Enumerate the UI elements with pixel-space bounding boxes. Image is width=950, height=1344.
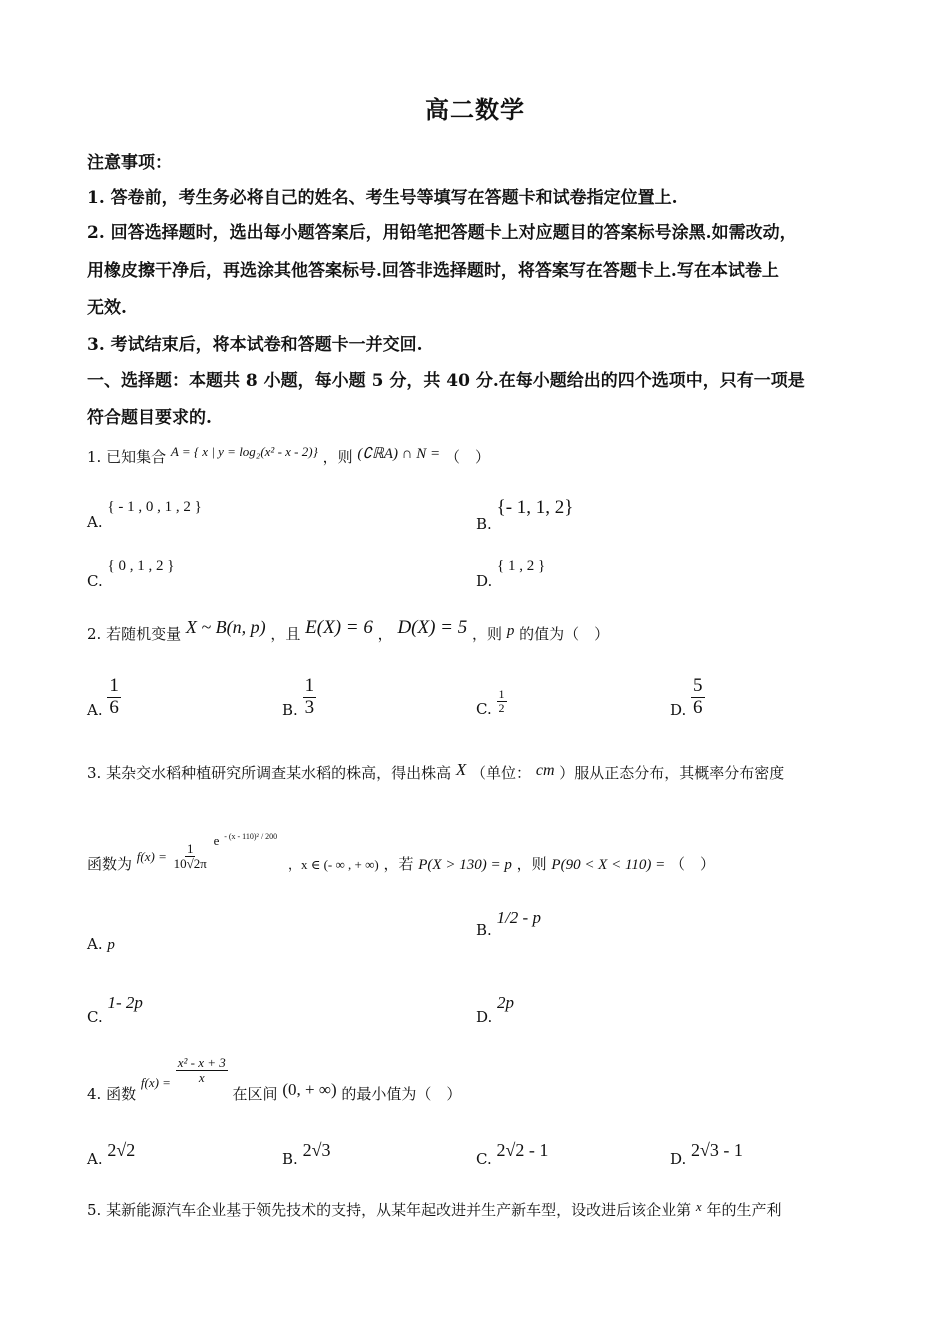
section-1-heading-line-2: 符合题目要求的. — [87, 408, 212, 428]
question-1-set-definition: A = { x | y = log₂(x² - x - 2)} — [170, 444, 318, 459]
question-2-option-d[interactable]: D. $\frac{5}{6}$ — [670, 675, 703, 720]
question-1-mid: ，则 — [322, 448, 353, 466]
page-title: 高二数学 — [425, 95, 525, 124]
question-1-expression: (∁ℝA) ∩ N = — [357, 446, 441, 462]
question-1-option-d[interactable]: D. { 1 , 2 } — [476, 558, 546, 590]
question-3-option-b[interactable]: B. 1/2 - p — [476, 908, 541, 939]
question-1 — [87, 446, 490, 467]
notice-item-3: 3. 考试结束后，将本试卷和答题卡一并交回. — [87, 335, 423, 355]
notice-heading: 注意事项： — [87, 153, 172, 173]
question-4-option-d[interactable]: D. 2√3 - 1 — [670, 1140, 743, 1168]
question-1-option-c[interactable]: C. { 0 , 1 , 2 } — [87, 558, 175, 590]
question-4-option-a[interactable]: A. 2√2 — [87, 1140, 136, 1168]
question-3-option-a[interactable]: A. p — [87, 935, 115, 953]
question-4: 4. 函数 f(x) = $\frac{\text{x² - x + 3}}{x}$ 在区间 (0, + ∞) 的最小值为（ ） — [87, 1055, 462, 1103]
question-3-option-c[interactable]: C. 1- 2p — [87, 993, 143, 1026]
question-1-option-b[interactable]: B. {- 1, 1, 2} — [476, 497, 574, 533]
question-2-option-b[interactable]: B. $\frac{1}{3}$ — [282, 675, 315, 720]
question-2-variance: D(X) = 5 — [397, 617, 468, 638]
question-1-option-a[interactable]: A. { - 1 , 0 , 1 , 2 } — [87, 499, 202, 531]
question-2-option-c[interactable]: C. $\frac{1}{2}$ — [476, 687, 505, 718]
question-4-option-c[interactable]: C. 2√2 - 1 — [476, 1140, 549, 1168]
question-2-distribution: X ~ B(n, p) — [185, 617, 266, 637]
notice-item-2-line-2: 用橡皮擦干净后，再选涂其他答案标号.回答非选择题时，将答案写在答题卡上.写在本试卷上 — [87, 261, 779, 281]
question-5: 5. 某新能源汽车企业基于领先技术的支持，从某年起改进并生产新车型，设改进后该企业第 x 年的生产利 — [87, 1199, 782, 1219]
notice-item-2-line-1: 2. 回答选择题时，选出每小题答案后，用铅笔把答题卡上对应题目的答案标号涂黑.如需改动， — [87, 223, 797, 243]
question-1-blank: （ ） — [444, 448, 490, 466]
question-3-line-1: 3. 某杂交水稻种植研究所调查某水稻的株高，得出株高 X （单位： cm ）服从正态分布，其概率分布密度 — [87, 760, 785, 782]
notice-item-1: 1. 答卷前，考生务必将自己的姓名、考生号等填写在答题卡和试卷指定位置上. — [87, 188, 678, 208]
question-2-expectation: E(X) = 6 — [305, 617, 373, 638]
question-3-option-d[interactable]: D. 2p — [476, 993, 515, 1026]
question-3-exponent: - (x - 110)² / 200 — [224, 831, 278, 841]
notice-item-2-line-3: 无效. — [87, 298, 127, 318]
question-2-option-a[interactable]: A. $\frac{1}{6}$ — [87, 675, 119, 720]
question-1-prefix: 1. 已知集合 — [87, 448, 167, 466]
section-1-heading-line-1: 一、选择题：本题共 8 小题，每小题 5 分，共 40 分.在每小题给出的四个选项中，只有一项是 — [87, 371, 805, 391]
question-2: 2. 若随机变量 X ~ B(n, p) ，且 E(X) = 6 ， D(X) = 5 ，则 p 的值为（ ） — [87, 617, 610, 643]
question-4-option-b[interactable]: B. 2√3 — [282, 1140, 331, 1168]
question-2-prefix: 2. 若随机变量 — [87, 625, 182, 643]
question-3-line-2: 函数为 f(x) = $\frac{1}{10√2\pi}$ e $^{- (x - 110)^2 / 200}$ ，x ∈ (- ∞ , + ∞) ，若 P(X > 130) = p ，则 P(90 < X < 110) = （ ） — [87, 831, 716, 873]
